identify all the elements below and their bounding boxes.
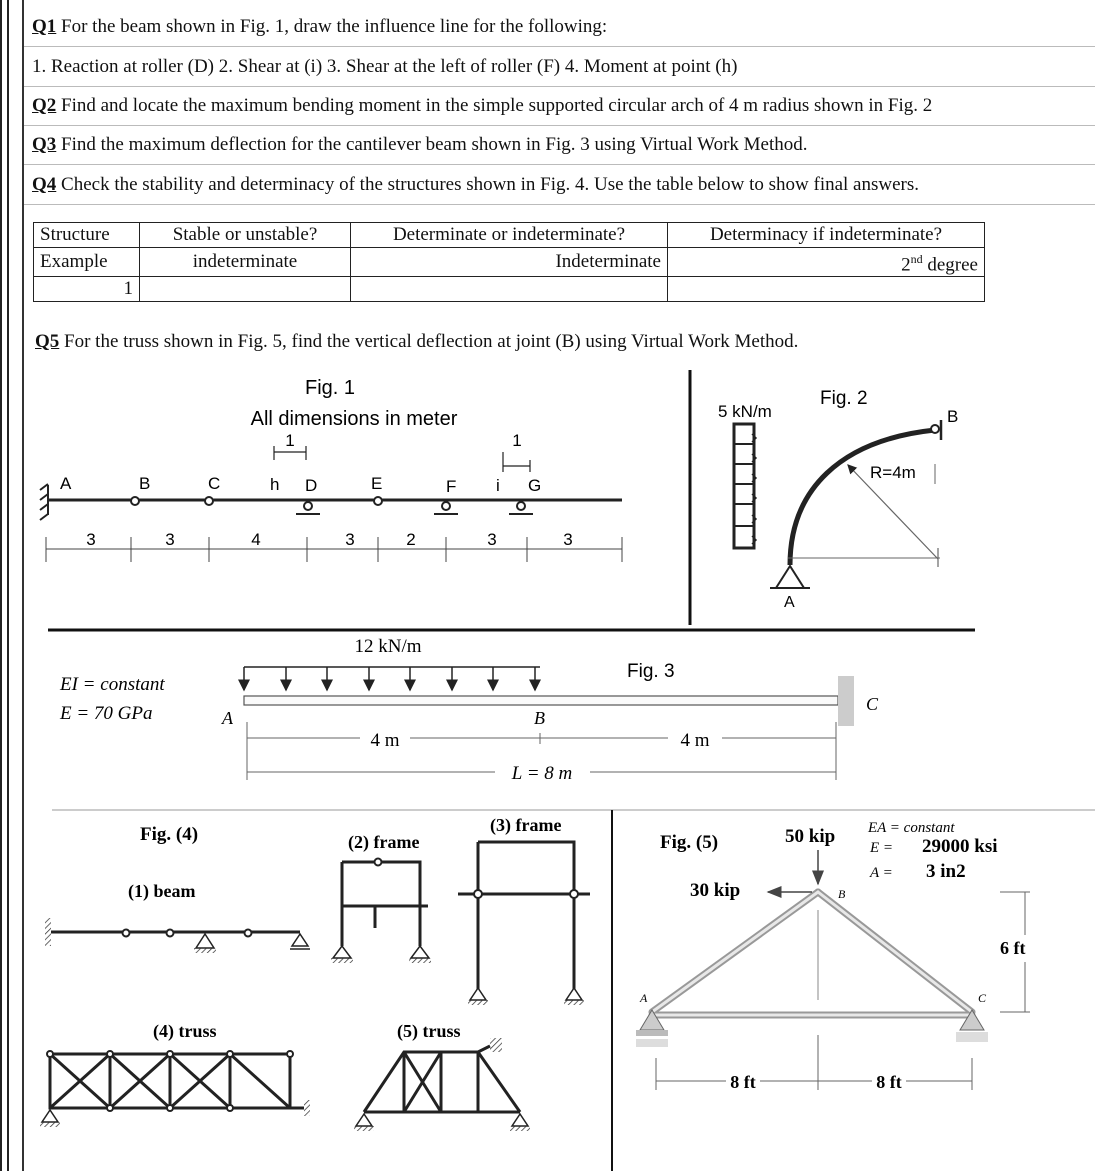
- fig4-frame2-label: (2) frame: [348, 832, 420, 852]
- fig3-point-a: A: [222, 708, 233, 728]
- fig3-ei: EI = constant: [60, 674, 165, 695]
- example-degree-word: degree: [922, 254, 978, 276]
- fig5-height: 6 ft: [1000, 938, 1026, 958]
- fig1-span-5: 2: [406, 530, 416, 549]
- fig2-arch-diagram: [718, 388, 958, 611]
- fig5-span-2: 8 ft: [876, 1072, 902, 1092]
- fig5-e-label: E =: [870, 840, 894, 856]
- fig5-load-v: 50 kip: [785, 826, 836, 847]
- fig1-roller-d: [296, 502, 320, 514]
- fig1-title: Fig. 1: [304, 377, 356, 399]
- q1-number: Q1: [32, 16, 57, 37]
- header-determinate: Determinate or indeterminate?: [351, 223, 668, 248]
- fig1-hinge-b: [131, 497, 139, 505]
- fig3-load-label: 12 kN/m: [354, 636, 422, 657]
- q2-number: Q2: [32, 95, 57, 116]
- fig3-point-b: B: [534, 708, 545, 728]
- fig5-ea: EA = constant: [868, 820, 955, 836]
- fig1-span-3: 4: [251, 530, 261, 549]
- fig5-span-1: 8 ft: [730, 1072, 756, 1092]
- fig3-dim-2: 4 m: [680, 730, 710, 751]
- fig4-structures: [40, 815, 590, 1131]
- fig1-point-c: C: [208, 474, 221, 493]
- q3-text: Find the maximum deflection for the cantilever beam shown in Fig. 3 using Virtual Work Method.: [56, 134, 808, 155]
- fig4-title: Fig. (4): [140, 824, 199, 845]
- fig5-point-a: A: [640, 991, 648, 1005]
- fig1-roller-g: [509, 502, 533, 514]
- fig3-fixed-wall: [838, 676, 854, 726]
- fig1-point-e: E: [371, 474, 383, 493]
- fig2-roller-b: [931, 425, 939, 433]
- fig1-h-dim: 1: [285, 431, 295, 450]
- q4-number: Q4: [32, 174, 57, 195]
- q3-number: Q3: [32, 134, 57, 155]
- fig1-span-2: 3: [165, 530, 175, 549]
- fig5-truss-diagram: [636, 820, 1030, 1092]
- fig4-frame3-label: (3) frame: [490, 815, 562, 835]
- q1-text: For the beam shown in Fig. 1, draw the influence line for the following:: [56, 16, 608, 37]
- q2-text: Find and locate the maximum bending moment in the simple supported circular arch of 4 m radius shown in Fig. 2: [56, 95, 933, 116]
- fig1-hinge-e: [374, 497, 382, 505]
- fig5-point-b: B: [838, 887, 846, 901]
- example-degree-sup: nd: [910, 252, 923, 266]
- fig5-a-value: 3 in2: [926, 861, 966, 882]
- fig2-point-a: A: [784, 594, 795, 611]
- example-stable: indeterminate: [140, 248, 351, 277]
- fig1-subtitle: All dimensions in meter: [250, 408, 458, 430]
- fig1-point-a: A: [60, 474, 72, 493]
- fig1-point-d: D: [305, 476, 318, 495]
- example-determinate: Indeterminate: [351, 248, 668, 277]
- fig5-members: [652, 892, 972, 1015]
- fig4-truss4-label: (4) truss: [153, 1021, 217, 1041]
- fig3-cantilever-diagram: [59, 636, 879, 784]
- header-structure: Structure: [34, 223, 140, 248]
- fig1-roller-f: [434, 502, 458, 514]
- fig1-beam-diagram: [40, 377, 622, 562]
- row1-structure: 1: [34, 277, 140, 302]
- fig5-point-c: C: [978, 991, 987, 1005]
- fig1-point-b: B: [139, 474, 151, 493]
- fig2-load-label: 5 kN/m: [718, 402, 772, 421]
- q1-parts-text: 1. Reaction at roller (D) 2. Shear at (i) 3. Shear at the left of roller (F) 4. Moment at point (h): [32, 56, 738, 77]
- fig1-fixed-support: [40, 484, 48, 520]
- fig4-beam-structure: [45, 918, 310, 953]
- fig2-load-block: [734, 424, 754, 548]
- fig1-point-f: F: [446, 477, 457, 496]
- fig4-truss4-structure: [40, 1051, 310, 1127]
- fig2-radius-label: R=4m: [870, 463, 916, 482]
- example-degree-num: 2: [901, 254, 911, 276]
- fig3-beam: [244, 696, 838, 705]
- header-degree: Determinacy if indeterminate?: [668, 223, 985, 248]
- fig1-span-6: 3: [487, 530, 497, 549]
- fig3-length: L = 8 m: [511, 763, 573, 784]
- fig3-dim-1: 4 m: [370, 730, 400, 751]
- fig4-truss5-structure: [354, 1038, 530, 1131]
- q5-text: For the truss shown in Fig. 5, find the vertical deflection at joint (B) using Virtual Work Method.: [59, 331, 799, 352]
- fig4-frame3-structure: [458, 842, 590, 1005]
- q5-number: Q5: [35, 331, 60, 352]
- fig2-title: Fig. 2: [820, 388, 868, 409]
- fig1-span-1: 3: [86, 530, 96, 549]
- fig1-span-4: 3: [345, 530, 355, 549]
- example-label: Example: [34, 248, 140, 277]
- fig1-hinge-c: [205, 497, 213, 505]
- fig4-truss5-label: (5) truss: [397, 1021, 461, 1041]
- fig1-i-dim: 1: [512, 431, 522, 450]
- fig5-title: Fig. (5): [660, 832, 719, 853]
- fig2-arch: [790, 430, 935, 565]
- fig4-beam-label: (1) beam: [128, 881, 196, 901]
- fig1-point-i: i: [496, 476, 500, 495]
- fig3-load-arrows: [244, 667, 535, 690]
- fig3-e: E = 70 GPa: [60, 703, 153, 724]
- header-stable: Stable or unstable?: [140, 223, 351, 248]
- fig5-e-value: 29000 ksi: [922, 836, 998, 857]
- fig1-point-h: h: [270, 475, 280, 494]
- fig3-point-c: C: [866, 694, 879, 714]
- fig3-title: Fig. 3: [627, 661, 675, 682]
- fig5-a-label: A =: [870, 865, 893, 881]
- fig1-span-7: 3: [563, 530, 573, 549]
- fig2-point-b: B: [947, 407, 959, 426]
- fig2-pin-a: [776, 566, 804, 588]
- fig1-point-g: G: [528, 476, 542, 495]
- fig4-frame2-structure: [331, 859, 431, 964]
- q4-text: Check the stability and determinacy of the structures shown in Fig. 4. Use the table below to show final answers.: [56, 174, 920, 195]
- fig5-load-h: 30 kip: [690, 880, 741, 901]
